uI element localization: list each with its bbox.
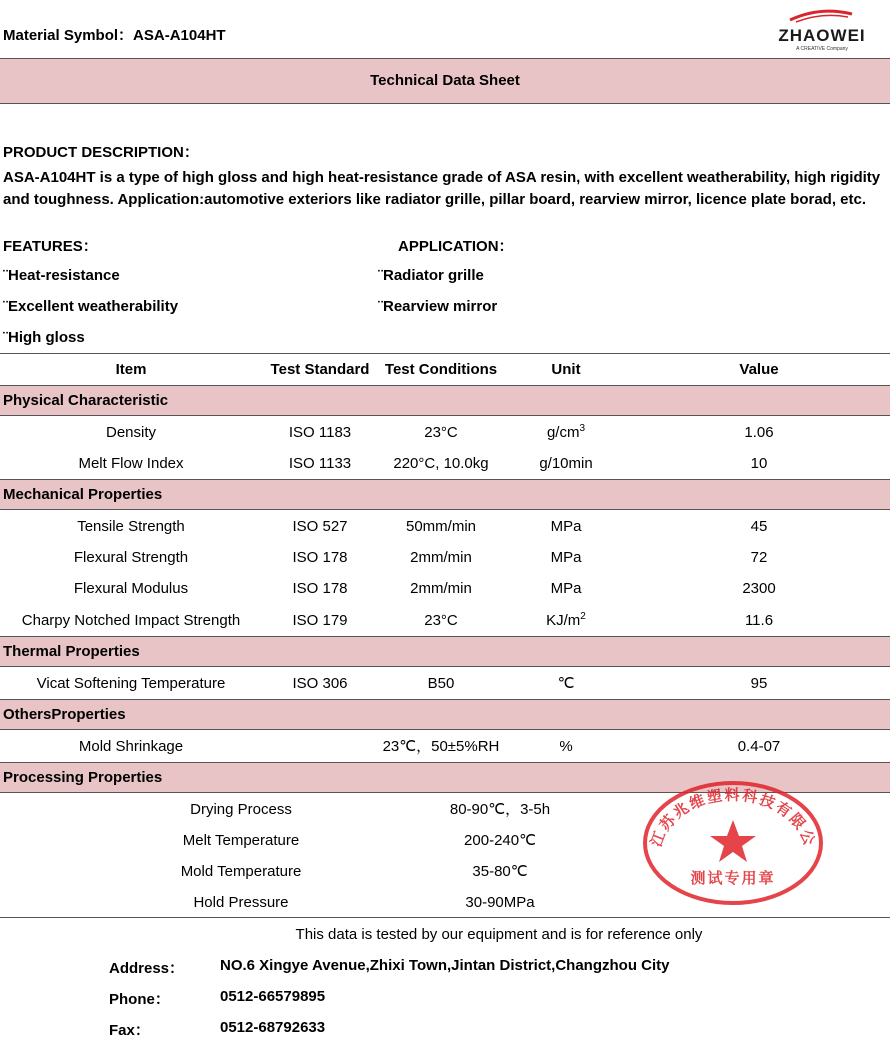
feature-item: ¨High gloss [3,329,85,346]
row-value: 10 [750,455,768,472]
row-value: 45 [750,518,768,535]
section-title: OthersProperties [3,706,126,723]
row-unit: % [559,738,573,755]
unit-exponent: 3 [579,423,586,434]
row-standard: ISO 1183 [288,424,352,441]
page-title: Technical Data Sheet [370,72,520,89]
table-row [0,542,890,573]
row-conditions: 23℃，50±5%RH [382,738,500,755]
seal-star-icon [710,820,756,862]
row-standard: ISO 178 [292,580,348,597]
description-body: ASA-A104HT is a type of high gloss and high heat-resistance grade of ASA resin, with excellent weatherability, high rigidity and toughness. Application:automotive exteriors like radiator grille, pillar board, rearview mirror, licence plate borad, etc. [3,169,881,208]
section-title: Mechanical Properties [3,486,163,503]
row-standard: ISO 1133 [288,455,352,472]
company-logo [760,8,885,54]
row-value: 72 [750,549,768,566]
row-item: Flexural Strength [73,549,189,566]
section-title: Processing Properties [3,769,163,786]
seal-ring-text: 江苏兆维塑料科技有限公 [646,785,820,850]
row-unit: ℃ [557,675,575,692]
table-row [0,668,890,699]
row-conditions: 50mm/min [405,518,476,535]
table-row [0,511,890,542]
row-conditions: 220°C, 10.0kg [393,455,489,472]
row-value: 95 [750,675,768,692]
process-item: Melt Temperature [182,832,300,849]
unit-exponent: 2 [580,611,586,622]
process-item: Mold Temperature [180,863,302,880]
row-unit: MPa [550,518,582,535]
company-seal [638,778,828,908]
row-item: Melt Flow Index [78,455,184,472]
row-item: Mold Shrinkage [78,738,184,755]
row-standard [262,731,378,762]
table-row [0,417,890,448]
application-heading: APPLICATION： [398,238,514,255]
section-physical [0,385,890,416]
logo-wordmark: ZHAOWEI [778,26,866,45]
section-others [0,699,890,730]
table-bottom-rule [0,917,890,918]
process-value: 200-240℃ [464,832,536,849]
reference-note: This data is tested by our equipment and is for reference only [295,926,703,943]
process-value: 80-90℃，3-5h [449,801,551,818]
col-header-standard: Test Standard [270,361,370,378]
col-header-unit: Unit [551,361,581,378]
table-row [0,448,890,479]
section-thermal [0,636,890,667]
row-standard: ISO 179 [292,612,348,629]
logo-tagline: A CREATIVE Company [796,46,848,52]
table-row [0,731,890,762]
phone-label: Phone： [109,991,170,1008]
col-header-value: Value [739,361,779,378]
row-unit [504,417,628,448]
table-row [0,573,890,604]
col-header-item: Item [115,361,147,378]
section-title: Thermal Properties [3,643,140,660]
row-item: Tensile Strength [77,518,185,535]
row-value: 0.4-07 [737,738,781,755]
row-value: 11.6 [744,612,774,629]
row-item: Density [105,424,157,441]
row-value: 1.06 [744,424,774,441]
row-unit [504,605,628,636]
row-value: 2300 [742,580,776,597]
application-item: ¨Rearview mirror [378,298,498,315]
address-value: NO.6 Xingye Avenue,Zhixi Town,Jintan District,Changzhou City [220,957,670,974]
row-standard: ISO 178 [292,549,348,566]
row-unit: MPa [550,580,582,597]
title-bar [0,58,890,104]
process-value: 35-80℃ [472,863,528,880]
fax-label: Fax： [109,1022,150,1039]
row-item: Flexural Modulus [73,580,189,597]
material-symbol-label: Material Symbol： [3,27,134,44]
row-item: Charpy Notched Impact Strength [21,612,241,629]
process-item: Hold Pressure [193,894,289,911]
phone-value: 0512-66579895 [220,988,326,1005]
table-row [0,605,890,636]
unit-text: g/cm [546,424,580,441]
process-item: Drying Process [190,801,292,818]
feature-item: ¨Heat-resistance [3,267,120,284]
section-mechanical [0,479,890,510]
description-heading: PRODUCT DESCRIPTION： [3,144,199,161]
col-header-conditions: Test Conditions [384,361,498,378]
material-symbol-value: ASA-A104HT [133,27,226,44]
row-unit: MPa [550,549,582,566]
row-standard: ISO 527 [292,518,348,535]
material-symbol [3,24,226,45]
row-conditions: B50 [427,675,455,692]
seal-center-text: 测试专用章 [690,869,776,887]
address-label: Address： [109,960,185,977]
features-heading: FEATURES： [3,238,98,255]
table-header-row [0,354,890,385]
row-item: Vicat Softening Temperature [36,675,226,692]
row-conditions: 2mm/min [410,549,472,566]
row-unit: g/10min [539,455,593,472]
section-title: Physical Characteristic [3,392,169,409]
process-value: 30-90MPa [465,894,535,911]
row-conditions: 23°C [424,424,458,441]
row-conditions: 2mm/min [410,580,472,597]
row-conditions: 23°C [424,612,458,629]
feature-item: ¨Excellent weatherability [3,298,179,315]
unit-text: KJ/m [546,612,581,629]
application-item: ¨Radiator grille [378,267,484,284]
row-standard: ISO 306 [292,675,348,692]
fax-value: 0512-68792633 [220,1019,326,1036]
